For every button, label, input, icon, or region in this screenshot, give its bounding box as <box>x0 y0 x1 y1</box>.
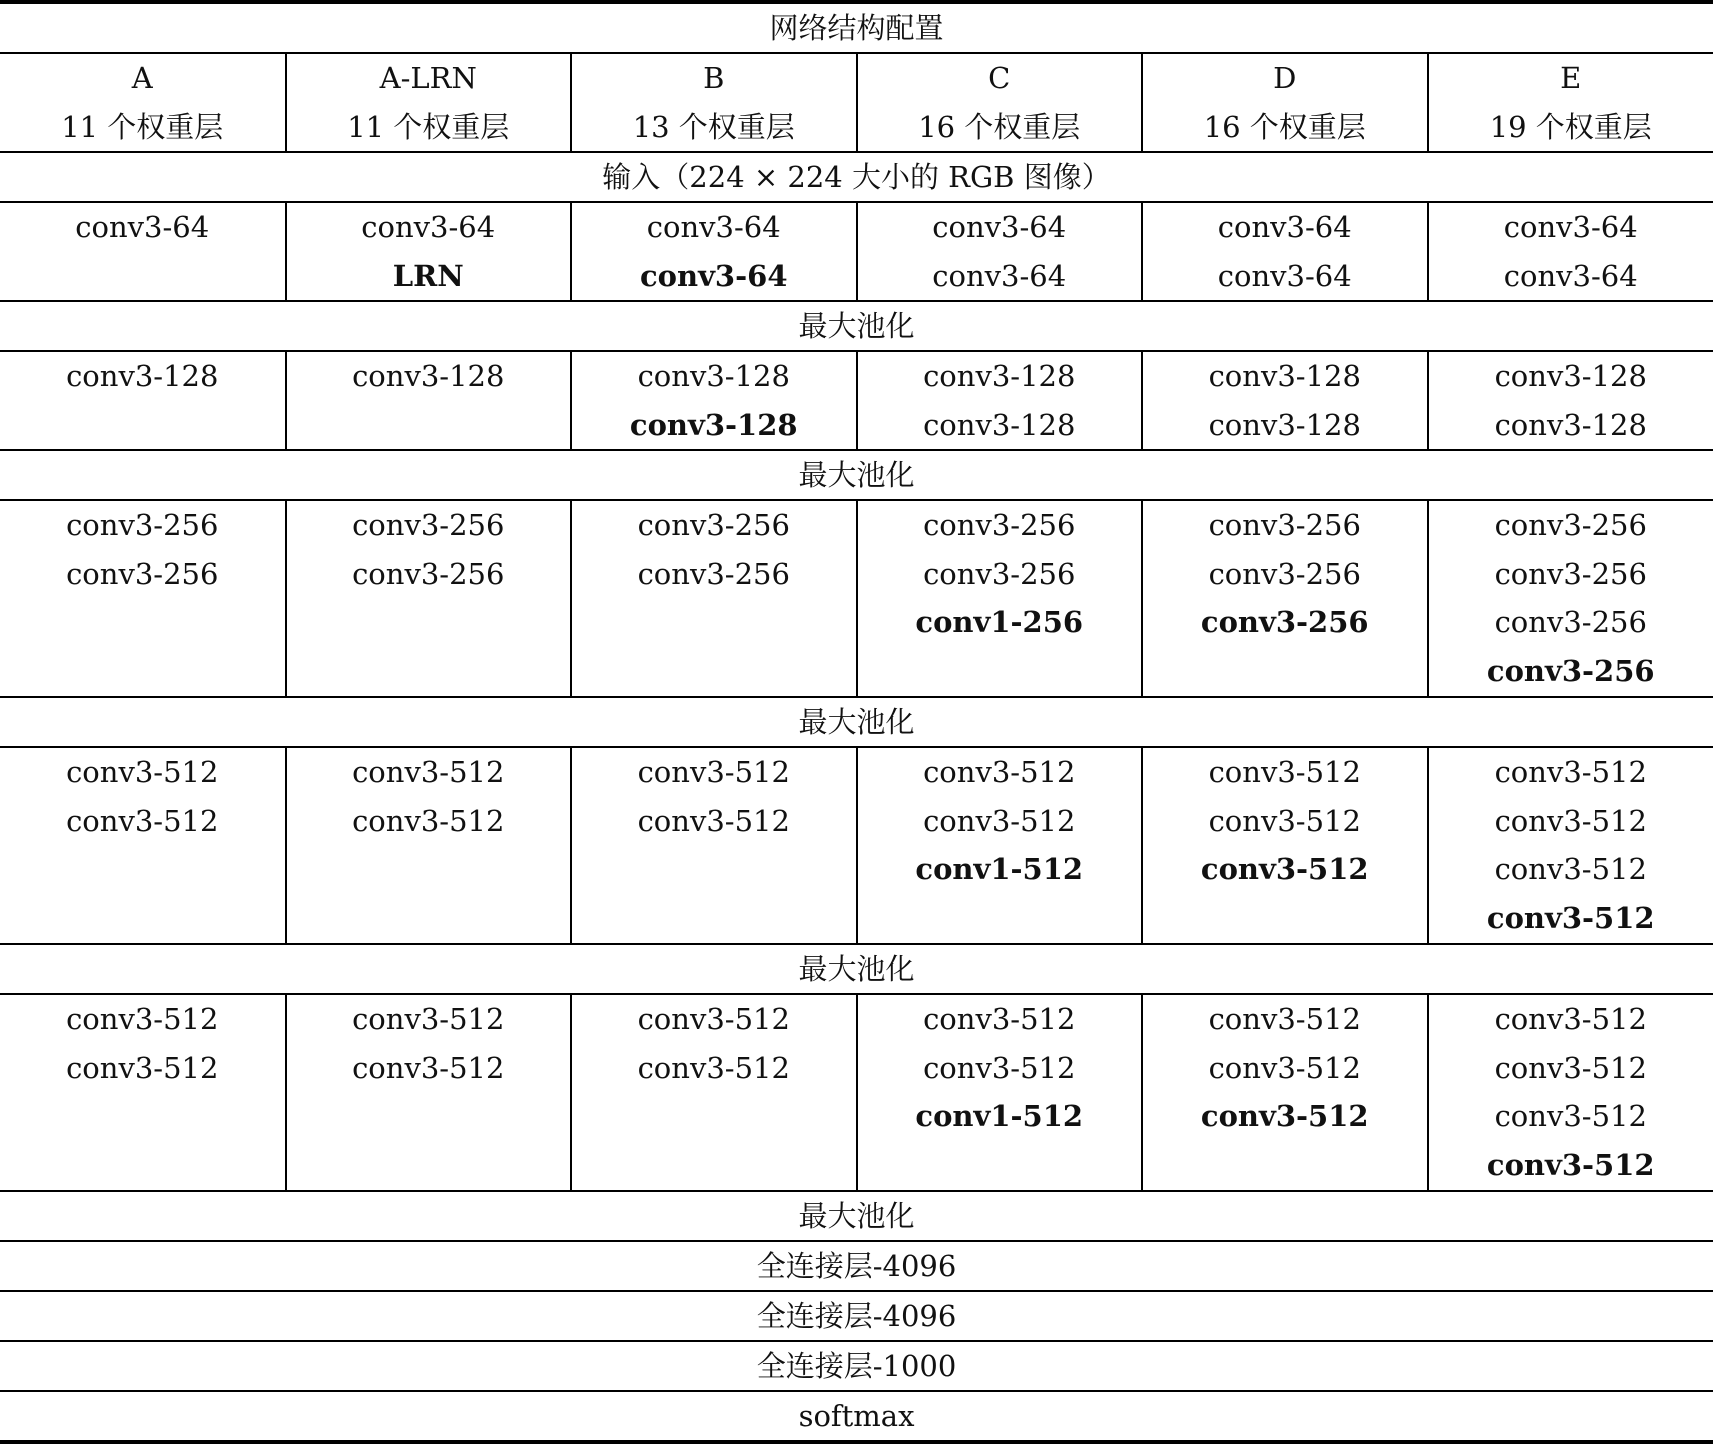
layer-entry: conv3-256 <box>923 556 1076 591</box>
layer-entry: conv3-256 <box>923 508 1076 542</box>
layer-entry: conv3-512 <box>1494 803 1647 838</box>
layer-entry: conv3-128 <box>629 407 798 442</box>
block-cell <box>1142 500 1428 697</box>
layer-entry: conv3-512 <box>923 755 1076 789</box>
layer-entry: conv3-64 <box>932 258 1067 293</box>
layer-entry: conv3-64 <box>1217 210 1352 244</box>
config-layer-count: 11 个权重层 <box>61 109 224 144</box>
block-cell <box>857 351 1143 450</box>
conv-block-2 <box>0 351 1713 450</box>
layer-entry: conv3-512 <box>637 1050 790 1085</box>
block-cell <box>857 747 1143 944</box>
block-cell <box>286 500 572 697</box>
input-description: 输入（224 × 224 大小的 RGB 图像） <box>0 152 1713 202</box>
layer-entry: conv3-64 <box>361 210 496 244</box>
block-cell <box>0 747 286 944</box>
maxpool-label: 最大池化 <box>0 301 1713 351</box>
layer-entry: conv3-256 <box>66 508 219 542</box>
layer-entry: conv3-128 <box>352 359 505 393</box>
layer-entry: conv3-256 <box>1208 508 1361 542</box>
maxpool-label: 最大池化 <box>0 944 1713 994</box>
layer-entry: conv3-512 <box>637 755 790 789</box>
config-header-a <box>0 53 286 152</box>
block-cell <box>0 994 286 1191</box>
layer-entry: conv3-128 <box>1208 359 1361 393</box>
fc-row-3 <box>0 1341 1713 1391</box>
layer-entry: conv3-256 <box>637 508 790 542</box>
config-name: A <box>131 61 153 95</box>
fc-layer-label: 全连接层-4096 <box>0 1241 1713 1291</box>
config-name: C <box>988 61 1011 95</box>
layer-entry: conv3-512 <box>1494 1002 1647 1036</box>
layer-entry: conv3-128 <box>637 359 790 393</box>
block-cell <box>1142 994 1428 1191</box>
table-title: 网络结构配置 <box>0 2 1713 53</box>
layer-entry: conv3-64 <box>75 210 210 244</box>
layer-entry: conv3-256 <box>352 508 505 542</box>
config-header-e <box>1428 53 1713 152</box>
maxpool-row-4 <box>0 944 1713 994</box>
block-cell <box>1142 351 1428 450</box>
layer-entry: conv3-128 <box>66 359 219 393</box>
layer-entry: conv3-512 <box>1208 1050 1361 1085</box>
layer-entry: conv1-512 <box>915 852 1084 886</box>
layer-entry: conv3-512 <box>637 803 790 838</box>
layer-entry: conv3-512 <box>66 755 219 789</box>
config-layer-count: 16 个权重层 <box>918 109 1081 144</box>
fc-row-2 <box>0 1291 1713 1341</box>
layer-entry: conv3-256 <box>1494 556 1647 591</box>
config-header-d <box>1142 53 1428 152</box>
layer-entry: conv3-128 <box>923 407 1076 442</box>
block-cell <box>286 202 572 301</box>
block-cell <box>286 994 572 1191</box>
title-row <box>0 2 1713 53</box>
layer-entry: conv3-64 <box>1503 258 1638 293</box>
maxpool-label: 最大池化 <box>0 450 1713 500</box>
layer-entry: conv3-512 <box>1200 852 1369 886</box>
block-cell <box>571 500 857 697</box>
conv-block-1 <box>0 202 1713 301</box>
conv-block-4 <box>0 747 1713 944</box>
config-layer-count: 11 个权重层 <box>347 109 510 144</box>
maxpool-row-1 <box>0 301 1713 351</box>
block-cell <box>857 994 1143 1191</box>
layer-entry: conv3-64 <box>639 258 788 293</box>
layer-entry: conv3-512 <box>352 1050 505 1085</box>
config-name: A-LRN <box>379 61 477 95</box>
layer-entry: conv3-64 <box>932 210 1067 244</box>
layer-entry: conv3-512 <box>1486 1147 1655 1182</box>
layer-entry: conv3-512 <box>1200 1099 1369 1133</box>
layer-entry: conv3-256 <box>1200 605 1369 639</box>
block-cell <box>1428 351 1713 450</box>
config-name: D <box>1273 61 1297 95</box>
config-name: E <box>1560 61 1582 95</box>
layer-entry: conv3-256 <box>1494 605 1647 639</box>
layer-entry: conv3-512 <box>923 1050 1076 1085</box>
block-cell <box>0 351 286 450</box>
block-cell <box>1428 994 1713 1191</box>
conv-block-3 <box>0 500 1713 697</box>
config-layer-count: 13 个权重层 <box>632 109 795 144</box>
softmax-label: softmax <box>0 1391 1713 1442</box>
fc-layer-label: 全连接层-1000 <box>0 1341 1713 1391</box>
fc-layer-label: 全连接层-4096 <box>0 1291 1713 1341</box>
block-cell <box>1428 747 1713 944</box>
block-cell <box>571 747 857 944</box>
layer-entry: conv3-512 <box>1208 755 1361 789</box>
layer-entry: conv3-512 <box>66 1002 219 1036</box>
config-header-c <box>857 53 1143 152</box>
layer-entry: conv3-512 <box>1208 1002 1361 1036</box>
block-cell <box>1142 202 1428 301</box>
config-layer-count: 16 个权重层 <box>1203 109 1366 144</box>
block-cell <box>0 202 286 301</box>
layer-entry: conv3-512 <box>637 1002 790 1036</box>
maxpool-row-2 <box>0 450 1713 500</box>
layer-entry: conv1-256 <box>915 605 1084 639</box>
block-cell <box>1428 202 1713 301</box>
block-cell <box>286 351 572 450</box>
layer-entry: conv3-64 <box>1503 210 1638 244</box>
layer-entry: conv3-512 <box>352 1002 505 1036</box>
layer-entry: conv1-512 <box>915 1099 1084 1133</box>
maxpool-label: 最大池化 <box>0 1191 1713 1241</box>
layer-entry: conv3-512 <box>923 1002 1076 1036</box>
layer-entry: conv3-256 <box>1494 508 1647 542</box>
layer-entry: conv3-512 <box>1494 755 1647 789</box>
maxpool-label: 最大池化 <box>0 697 1713 747</box>
layer-entry: conv3-256 <box>637 556 790 591</box>
maxpool-row-3 <box>0 697 1713 747</box>
layer-entry: conv3-512 <box>1486 900 1655 935</box>
layer-entry: conv3-256 <box>1486 653 1655 688</box>
layer-entry: conv3-512 <box>352 755 505 789</box>
fc-row-1 <box>0 1241 1713 1291</box>
block-cell <box>571 994 857 1191</box>
layer-entry: conv3-512 <box>1494 1099 1647 1133</box>
layer-entry: conv3-256 <box>352 556 505 591</box>
block-cell <box>0 500 286 697</box>
layer-entry: conv3-64 <box>646 210 781 244</box>
layer-entry: conv3-512 <box>923 803 1076 838</box>
layer-entry: conv3-256 <box>66 556 219 591</box>
layer-entry: conv3-512 <box>66 803 219 838</box>
layer-entry: conv3-512 <box>1494 1050 1647 1085</box>
layer-entry: conv3-128 <box>1208 407 1361 442</box>
block-cell <box>571 202 857 301</box>
layer-entry: conv3-512 <box>1208 803 1361 838</box>
layer-entry: conv3-512 <box>1494 852 1647 886</box>
layer-entry: conv3-128 <box>1494 407 1647 442</box>
softmax-row <box>0 1391 1713 1442</box>
layer-entry: LRN <box>392 258 464 293</box>
block-cell <box>571 351 857 450</box>
block-cell <box>1142 747 1428 944</box>
layer-entry: conv3-64 <box>1217 258 1352 293</box>
block-cell <box>857 500 1143 697</box>
maxpool-row-5 <box>0 1191 1713 1241</box>
config-layer-count: 19 个权重层 <box>1489 109 1652 144</box>
config-name: B <box>703 61 725 95</box>
config-header-b <box>571 53 857 152</box>
block-cell <box>286 747 572 944</box>
block-cell <box>1428 500 1713 697</box>
config-header-a-lrn <box>286 53 572 152</box>
layer-entry: conv3-512 <box>66 1050 219 1085</box>
layer-entry: conv3-256 <box>1208 556 1361 591</box>
input-row <box>0 152 1713 202</box>
layer-entry: conv3-128 <box>1494 359 1647 393</box>
conv-block-5 <box>0 994 1713 1191</box>
config-header-row <box>0 53 1713 152</box>
layer-entry: conv3-128 <box>923 359 1076 393</box>
layer-entry: conv3-512 <box>352 803 505 838</box>
block-cell <box>857 202 1143 301</box>
